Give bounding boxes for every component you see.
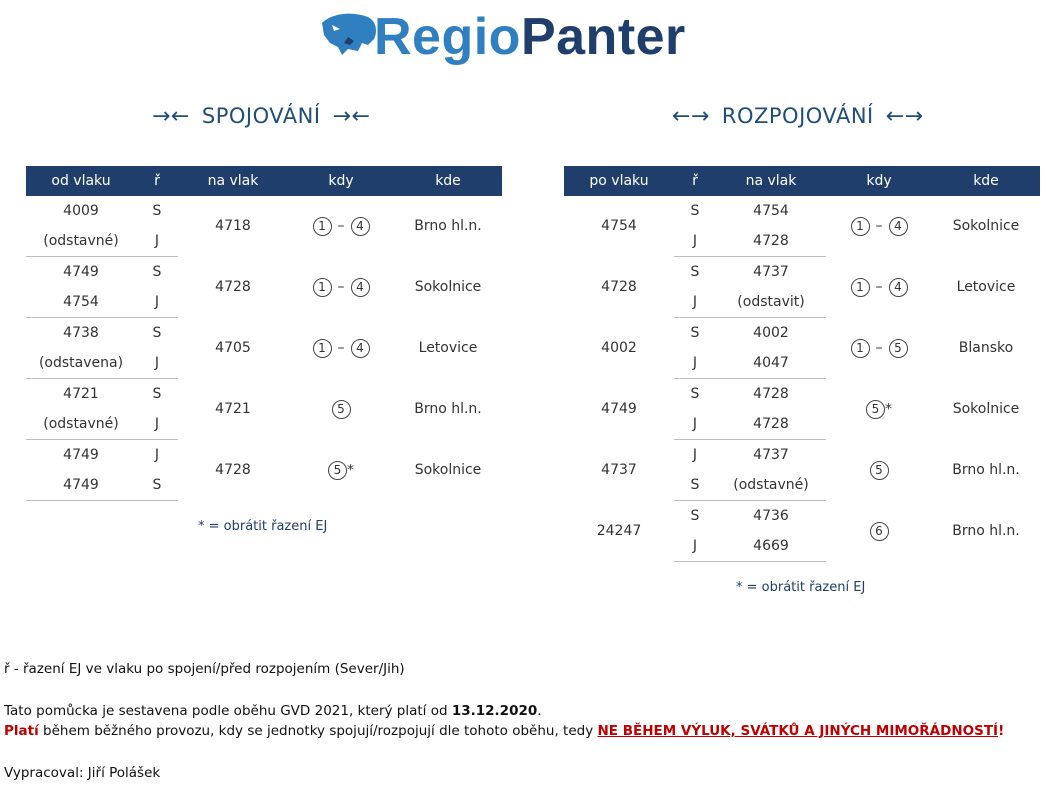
when-days xyxy=(826,501,932,562)
plati-label: Platí xyxy=(4,723,39,739)
from-train: 24247 xyxy=(596,523,642,539)
day-circle-icon: 1 xyxy=(851,339,870,358)
from-train: 4721 xyxy=(63,386,99,402)
from-train: (odstavena) xyxy=(26,348,136,379)
day-circle-icon: 1 xyxy=(313,339,332,358)
to-train: 4002 xyxy=(753,325,789,341)
spojovani-table xyxy=(26,166,502,501)
where-station: Blansko xyxy=(958,340,1014,356)
when-days xyxy=(826,440,932,501)
where-station: Letovice xyxy=(418,340,478,356)
range-dash: – xyxy=(337,279,345,295)
day-circle-icon: 4 xyxy=(351,339,370,358)
order-letter: S xyxy=(690,203,700,219)
when-days xyxy=(826,379,932,440)
day-circle-icon: 5 xyxy=(870,461,889,480)
table-row xyxy=(564,196,1040,226)
when-days xyxy=(288,318,394,379)
rozpojovani-note: * = obrátit řazení EJ xyxy=(736,580,866,595)
day-circle-icon: 4 xyxy=(889,217,908,236)
order-letter: S xyxy=(152,264,162,280)
join-arrows-icon: →← xyxy=(152,103,190,129)
to-train: (odstavné) xyxy=(716,470,826,501)
column-header: kde xyxy=(932,166,1040,196)
join-arrows-icon: →← xyxy=(332,103,371,129)
day-circle-icon: 5 xyxy=(328,461,347,480)
day-circle-icon: 1 xyxy=(313,217,332,236)
from-train: 4728 xyxy=(601,279,637,295)
from-train: 4754 xyxy=(26,287,136,318)
order-letter: J xyxy=(154,447,160,463)
from-train: 4738 xyxy=(63,325,99,341)
where-station: Sokolnice xyxy=(952,401,1020,417)
where-station: Brno hl.n. xyxy=(952,523,1020,539)
regiopanter-logo xyxy=(318,6,686,68)
where-station: Brno hl.n. xyxy=(414,218,482,235)
when-days xyxy=(288,440,394,501)
when-days xyxy=(288,196,394,257)
spojovani-title-text: SPOJOVÁNÍ xyxy=(201,104,321,128)
to-train: 4705 xyxy=(215,340,251,356)
spojovani-title xyxy=(140,100,382,132)
from-train: (odstavné) xyxy=(26,226,136,257)
to-train: 4737 xyxy=(753,264,789,280)
range-dash: – xyxy=(875,340,883,356)
where-station: Sokolnice xyxy=(952,218,1020,235)
table-row xyxy=(26,257,502,288)
day-circle-icon: 1 xyxy=(851,278,870,297)
column-header: kde xyxy=(394,166,502,196)
from-train: 4002 xyxy=(601,340,637,356)
from-train: 4009 xyxy=(63,203,99,219)
to-train: (odstavit) xyxy=(716,287,826,318)
table-header-row xyxy=(564,166,1040,196)
column-header: kdy xyxy=(288,166,394,196)
table-row xyxy=(26,196,502,226)
when-days xyxy=(826,257,932,318)
table-row xyxy=(564,440,1040,471)
order-letter: S xyxy=(690,386,700,402)
column-header: na vlak xyxy=(178,166,288,196)
order-letter: S xyxy=(690,325,700,341)
order-letter: J xyxy=(674,287,716,318)
when-days xyxy=(288,379,394,440)
order-letter: J xyxy=(674,409,716,440)
order-letter: J xyxy=(674,348,716,379)
panther-head-icon xyxy=(318,9,380,65)
reverse-order-star: * xyxy=(885,401,892,417)
table-row xyxy=(26,440,502,471)
range-dash: – xyxy=(337,218,345,235)
day-circle-icon: 4 xyxy=(889,278,908,297)
table-row xyxy=(564,501,1040,532)
table-row xyxy=(26,318,502,349)
to-train: 4754 xyxy=(753,203,789,219)
column-header: kdy xyxy=(826,166,932,196)
column-header: od vlaku xyxy=(26,166,136,196)
to-train: 4736 xyxy=(753,508,789,524)
from-train: 4749 xyxy=(63,264,99,280)
from-train: 4754 xyxy=(601,218,637,235)
table-row xyxy=(564,318,1040,349)
when-days xyxy=(826,318,932,379)
order-letter: S xyxy=(152,386,162,402)
to-train: 4047 xyxy=(716,348,826,379)
order-letter: J xyxy=(674,531,716,562)
day-circle-icon: 1 xyxy=(851,217,870,236)
order-letter: S xyxy=(674,470,716,501)
column-header: ř xyxy=(136,166,178,196)
order-letter: S xyxy=(690,264,700,280)
day-circle-icon: 5 xyxy=(332,400,351,419)
where-station: Brno hl.n. xyxy=(414,401,482,417)
to-train: 4728 xyxy=(215,279,251,295)
to-train: 4728 xyxy=(215,462,251,478)
day-circle-icon: 4 xyxy=(351,278,370,297)
order-letter: S xyxy=(136,470,178,501)
split-arrows-icon: ←→ xyxy=(885,103,924,129)
from-train: 4737 xyxy=(601,462,637,478)
column-header: ř xyxy=(674,166,716,196)
to-train: 4737 xyxy=(753,447,789,463)
order-letter: J xyxy=(136,348,178,379)
order-letter: J xyxy=(692,447,698,463)
footer-legend: ř - řazení EJ ve vlaku po spojení/před rozpojením (Sever/Jih) xyxy=(4,661,405,677)
day-circle-icon: 5 xyxy=(866,400,885,419)
range-dash: – xyxy=(875,218,883,235)
table-row xyxy=(564,257,1040,288)
order-letter: J xyxy=(136,287,178,318)
range-dash: – xyxy=(875,279,883,295)
from-train: (odstavné) xyxy=(26,409,136,440)
order-letter: S xyxy=(152,203,162,219)
where-station: Brno hl.n. xyxy=(952,462,1020,478)
order-letter: J xyxy=(136,226,178,257)
footer-validity: Tato pomůcka je sestavena podle oběhu GVD 2021, který platí od 13.12.2020. xyxy=(4,703,542,719)
table-header-row xyxy=(26,166,502,196)
from-train: 4749 xyxy=(26,470,136,501)
rozpojovani-table xyxy=(564,166,1040,562)
when-days xyxy=(288,257,394,318)
logo-wordmark: RegioPanter xyxy=(374,8,686,66)
footer-warning: Platí během běžného provozu, kdy se jednotky spojují/rozpojují dle tohoto oběhu, tedy NE BĚHEM VÝLUK, SVÁTKŮ A JINÝCH MIMOŘÁDNOSTÍ! xyxy=(4,723,1005,739)
day-circle-icon: 6 xyxy=(870,522,889,541)
column-header: po vlaku xyxy=(564,166,674,196)
rozpojovani-title-text: ROZPOJOVÁNÍ xyxy=(721,104,874,128)
range-dash: – xyxy=(337,340,345,356)
order-letter: S xyxy=(152,325,162,341)
day-circle-icon: 1 xyxy=(313,278,332,297)
where-station: Letovice xyxy=(956,279,1016,295)
when-days xyxy=(826,196,932,257)
warning-text: NE BĚHEM VÝLUK, SVÁTKŮ A JINÝCH MIMOŘÁDNOSTÍ xyxy=(597,723,999,739)
reverse-order-star: * xyxy=(347,462,354,478)
order-letter: J xyxy=(136,409,178,440)
day-circle-icon: 4 xyxy=(351,217,370,236)
from-train: 4749 xyxy=(601,401,637,417)
to-train: 4728 xyxy=(716,226,826,257)
to-train: 4721 xyxy=(215,401,251,417)
to-train: 4718 xyxy=(215,218,251,235)
where-station: Sokolnice xyxy=(414,279,482,295)
order-letter: S xyxy=(690,508,700,524)
to-train: 4669 xyxy=(716,531,826,562)
table-row xyxy=(564,379,1040,410)
split-arrows-icon: ←→ xyxy=(672,103,710,129)
where-station: Sokolnice xyxy=(414,462,482,478)
spojovani-note: * = obrátit řazení EJ xyxy=(198,519,328,534)
day-circle-icon: 5 xyxy=(889,339,908,358)
footer-author: Vypracoval: Jiří Polášek xyxy=(4,765,161,781)
column-header: na vlak xyxy=(716,166,826,196)
to-train: 4728 xyxy=(716,409,826,440)
validity-date: 13.12.2020 xyxy=(451,703,538,719)
to-train: 4728 xyxy=(753,386,789,402)
from-train: 4749 xyxy=(63,447,99,463)
rozpojovani-title xyxy=(660,100,936,132)
order-letter: J xyxy=(674,226,716,257)
table-row xyxy=(26,379,502,410)
